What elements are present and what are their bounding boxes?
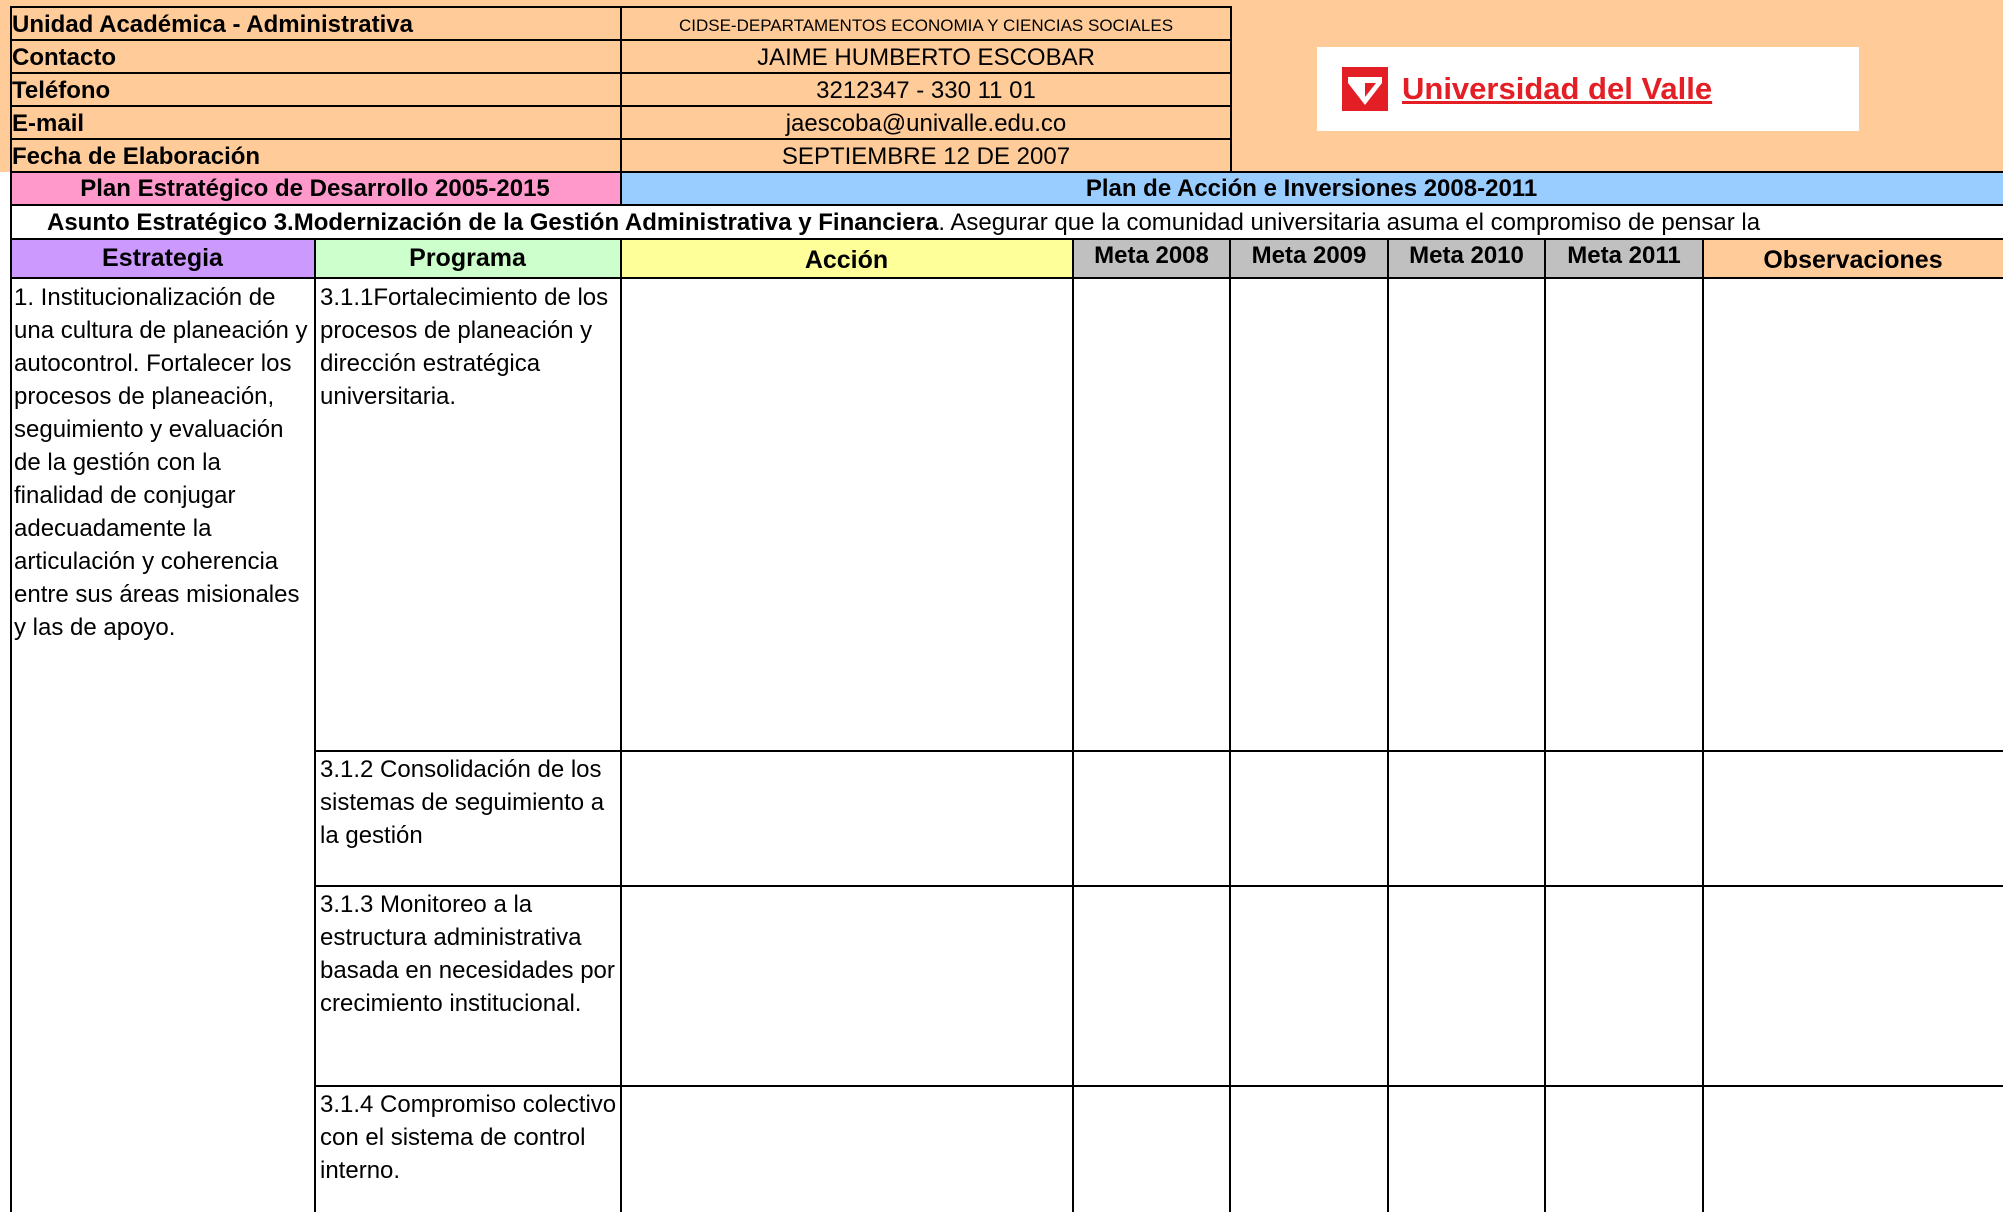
col-line-accion xyxy=(620,238,622,1212)
col-line-meta2011 xyxy=(1544,238,1546,1212)
asunto-left xyxy=(10,206,12,239)
label-contacto: Contacto xyxy=(12,44,116,71)
col-meta-2011: Meta 2011 xyxy=(1545,239,1703,277)
label-email: E-mail xyxy=(12,110,85,137)
programa-4-text: 3.1.4 Compromiso colectivo con el sistema de control interno. xyxy=(320,1091,617,1184)
value-unidad: CIDSE-DEPARTAMENTOS ECONOMIA Y CIENCIAS SOCIALES xyxy=(678,16,1174,35)
programa-1-text: 3.1.1Fortalecimiento de los procesos de planeación y dirección estratégica universitaria. xyxy=(320,284,609,410)
value-contacto: JAIME HUMBERTO ESCOBAR xyxy=(757,44,1095,71)
row-divider xyxy=(315,885,2003,887)
col-meta-2009: Meta 2009 xyxy=(1230,239,1388,277)
col-observaciones: Observaciones xyxy=(1703,239,2003,277)
header-mid-border xyxy=(620,6,622,172)
value-fecha: SEPTIEMBRE 12 DE 2007 xyxy=(781,143,1071,170)
col-meta-2008: Meta 2008 xyxy=(1073,239,1230,277)
table-left-border xyxy=(10,238,12,1212)
asunto-rest: . Asegurar que la comunidad universitaria asuma el compromiso de pensar la xyxy=(938,209,1761,236)
univalle-logo-icon xyxy=(1342,67,1388,111)
table-header-top xyxy=(10,238,2003,240)
programa-2-text: 3.1.2 Consolidación de los sistemas de seguimiento a la gestión xyxy=(320,756,605,849)
row-divider xyxy=(315,1085,2003,1087)
plan-estrategico-cell: Plan Estratégico de Desarrollo 2005-2015 xyxy=(10,172,620,205)
col-line-meta2009 xyxy=(1229,238,1231,1212)
col-accion: Acción xyxy=(620,239,1073,277)
value-email: jaescoba@univalle.edu.co xyxy=(785,110,1067,137)
logo-text: Universidad del Valle xyxy=(1402,71,1713,106)
label-telefono: Teléfono xyxy=(12,77,111,104)
col-programa: Programa xyxy=(315,239,620,277)
plan-row-left xyxy=(10,171,12,206)
value-telefono: 3212347 - 330 11 01 xyxy=(816,77,1036,104)
col-estrategia: Estrategia xyxy=(10,239,315,277)
col-line-meta2008 xyxy=(1072,238,1074,1212)
asunto-row xyxy=(10,206,2003,239)
col-line-meta2010 xyxy=(1387,238,1389,1212)
row-divider xyxy=(315,750,2003,752)
header-right-border xyxy=(1230,6,1232,172)
plan-row-mid xyxy=(620,171,622,206)
col-meta-2010: Meta 2010 xyxy=(1388,239,1545,277)
col-line-observaciones xyxy=(1702,238,1704,1212)
header-left-border xyxy=(10,6,12,172)
asunto-bold: Asunto Estratégico 3.Modernización de la Gestión Administrativa y Financiera xyxy=(47,209,939,236)
programa-3-text: 3.1.3 Monitoreo a la estructura administrativa basada en necesidades por crecimiento institucional. xyxy=(320,891,615,1017)
table-header-bottom xyxy=(10,277,2003,279)
estrategia-text: 1. Institucionalización de una cultura de planeación y autocontrol. Fortalecer los procesos de planeación, seguimiento y evaluación de la gestión con la finalidad de conjugar adecuadamente la articulación y coherencia entre sus áreas misionales y las de apoyo. xyxy=(14,284,308,641)
col-line-programa xyxy=(314,238,316,1212)
label-fecha: Fecha de Elaboración xyxy=(12,143,261,170)
label-unidad: Unidad Académica - Administrativa xyxy=(12,11,413,38)
plan-accion-cell: Plan de Acción e Inversiones 2008-2011 xyxy=(620,172,2003,205)
plan-row-top xyxy=(10,171,2003,173)
logo-box xyxy=(1317,47,1859,131)
